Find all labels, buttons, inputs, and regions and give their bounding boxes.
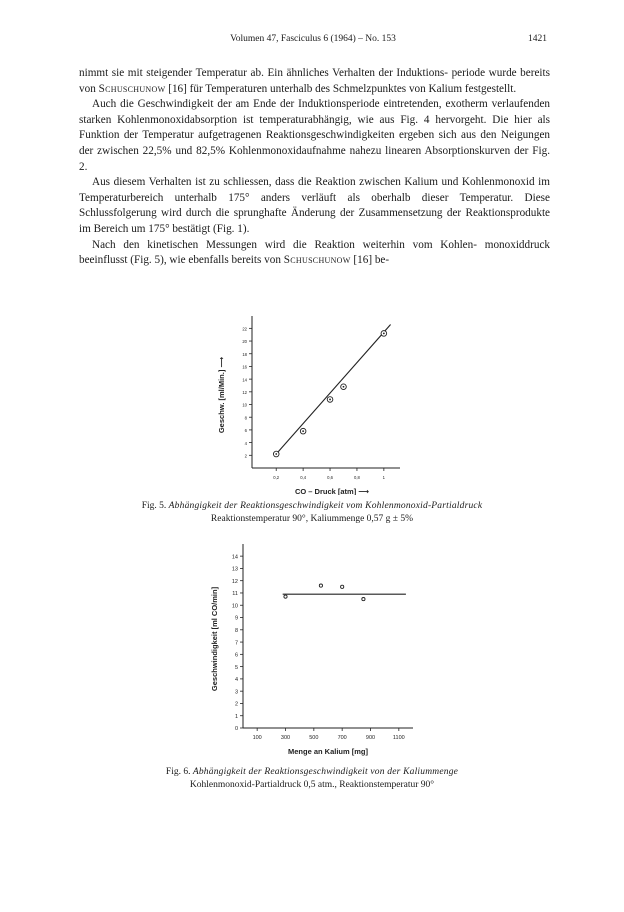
x-axis-label: Menge an Kalium [mg] — [287, 747, 369, 756]
y-tick-label: 8 — [244, 415, 247, 421]
text-line: nimmt sie mit steigender Temperatur ab. Ein ähnliches Verhalten der Induktions- — [79, 67, 448, 79]
y-tick-label: 6 — [244, 428, 247, 434]
x-tick-label: 100 — [252, 735, 262, 741]
paragraph — [79, 97, 550, 175]
text-line: periode wurde bereits von Schuschunow [16] für Temperaturen unterhalb des — [79, 67, 551, 95]
figure-6-label: Fig. 6. — [165, 767, 191, 777]
y-tick-label: 2 — [234, 701, 238, 708]
text-line: monoxiddruck beeinflusst (Fig. 5), wie ebenfalls bereits von Schuschunow [16] be- — [79, 238, 551, 267]
y-tick-label: 13 — [231, 566, 238, 573]
data-point-center — [302, 430, 304, 432]
x-tick-label: 700 — [337, 735, 347, 741]
y-tick-label: 6 — [234, 652, 238, 659]
running-header — [79, 34, 547, 48]
figure-5-subcaption: Reaktionstemperatur 90°, Kaliummenge 0,57 g ± 5% — [210, 514, 414, 524]
figure-6-title: Abhängigkeit der Reaktionsgeschwindigkeit von der Kaliummenge — [192, 767, 459, 777]
y-tick-label: 1 — [234, 713, 238, 720]
y-tick-label: 11 — [232, 591, 238, 598]
x-axis-label: CO – Druck [atm] ⟶ — [294, 487, 370, 495]
x-tick-label: 0,2 — [273, 475, 280, 480]
text-line: Kohlenmonoxid im Temperaturbereich unterhalb 175° anders verläuft als oberhalb — [79, 176, 550, 204]
y-tick-label: 7 — [234, 640, 238, 647]
y-tick-label: 8 — [234, 627, 238, 634]
fit-line — [276, 325, 390, 454]
y-tick-label: 14 — [242, 377, 247, 383]
text-line: der Zusammensetzung der Reaktionsprodukte im Bereich um 175° bestätigt (Fig. 1). — [79, 207, 551, 235]
data-point-center — [343, 386, 345, 388]
author-name: Schuschunow — [283, 254, 351, 267]
figure-5-chart — [200, 310, 400, 495]
paragraph — [79, 66, 550, 97]
y-tick-label: 12 — [231, 578, 238, 585]
text-line: und 82,5% Kohlenmonoxidaufnahme nahezu linearen Absorptionskurven der Fig. 2. — [79, 144, 551, 173]
paragraph — [79, 175, 550, 237]
x-tick-label: 0,8 — [354, 475, 360, 480]
y-tick-label: 9 — [234, 615, 238, 622]
figure-5-caption — [60, 500, 564, 526]
y-tick-label: 12 — [242, 390, 247, 396]
y-tick-label: 22 — [242, 326, 247, 332]
y-tick-label: 18 — [242, 351, 247, 357]
data-point — [341, 585, 344, 588]
x-tick-label: 0,6 — [327, 475, 333, 480]
text-line: Schmelzpunktes von Kalium festgestellt. — [332, 82, 517, 95]
y-tick-label: 20 — [242, 339, 247, 345]
x-tick-label: 1 — [382, 475, 386, 480]
y-tick-label: 2 — [244, 453, 247, 459]
y-tick-label: 4 — [234, 677, 238, 684]
x-tick-label: 500 — [309, 735, 319, 741]
running-title: Volumen 47, Fasciculus 6 (1964) – No. 153 — [230, 34, 396, 44]
y-tick-label: 10 — [231, 603, 238, 610]
figure-5-label: Fig. 5. — [141, 501, 167, 511]
text-line: exotherm verlaufenden starken Kohlenmonoxidabsorption ist temperaturabhängig, — [79, 98, 550, 126]
x-tick-label: 900 — [365, 735, 376, 741]
figure-5-title: Abhängigkeit der Reaktionsgeschwindigkeit vom Kohlenmonoxid-Partialdruck — [168, 501, 483, 511]
page-number: 1421 — [528, 34, 547, 44]
y-tick-label: 16 — [242, 364, 247, 370]
figure-6-subcaption: Kohlenmonoxid-Partialdruck 0,5 atm., Reaktionstemperatur 90° — [189, 780, 435, 790]
y-tick-label: 10 — [242, 402, 247, 408]
figure-6-caption — [60, 766, 564, 792]
y-tick-label: 0 — [234, 726, 238, 733]
text-line: Reaktionsgeschwindigkeiten ergeben sich aus den Neigungen der zwischen 22,5% — [79, 129, 551, 157]
body-text — [79, 66, 550, 269]
data-point-center — [383, 333, 385, 335]
data-point-center — [329, 399, 331, 401]
text-line: Aus diesem Verhalten ist zu schliessen, dass die Reaktion zwischen Kalium und — [92, 176, 459, 189]
text-line: Auch die Geschwindigkeit der am Ende der Induktionsperiode eintretenden, — [92, 98, 442, 111]
text-line: dieser Temperatur. Diese Schlussfolgerung wird durch die sprunghafte Änderung — [79, 191, 551, 220]
y-axis-label: Geschwindigkeit [ml CO/min] — [210, 586, 219, 692]
text-line: Nach den kinetischen Messungen wird die Reaktion weiterhin vom Kohlen- — [92, 238, 477, 251]
paragraph — [79, 238, 550, 269]
data-point — [319, 584, 322, 587]
y-tick-label: 4 — [244, 440, 247, 446]
data-point — [362, 598, 365, 601]
data-point-center — [275, 453, 277, 455]
data-point — [284, 595, 287, 598]
y-axis-label: Geschw. [ml/Min.] ⟶ — [217, 356, 226, 434]
text-line: wie aus Fig. 4 hervorgeht. Die hier als Funktion der Temperatur aufgetragenen — [79, 113, 550, 142]
figure-6-chart — [195, 540, 425, 760]
author-name: Schuschunow — [98, 82, 166, 95]
x-tick-label: 1100 — [392, 735, 405, 741]
y-tick-label: 5 — [234, 664, 238, 671]
y-tick-label: 14 — [231, 554, 238, 561]
x-tick-label: 0,4 — [300, 475, 307, 480]
x-tick-label: 300 — [280, 735, 291, 741]
y-tick-label: 3 — [234, 689, 238, 696]
